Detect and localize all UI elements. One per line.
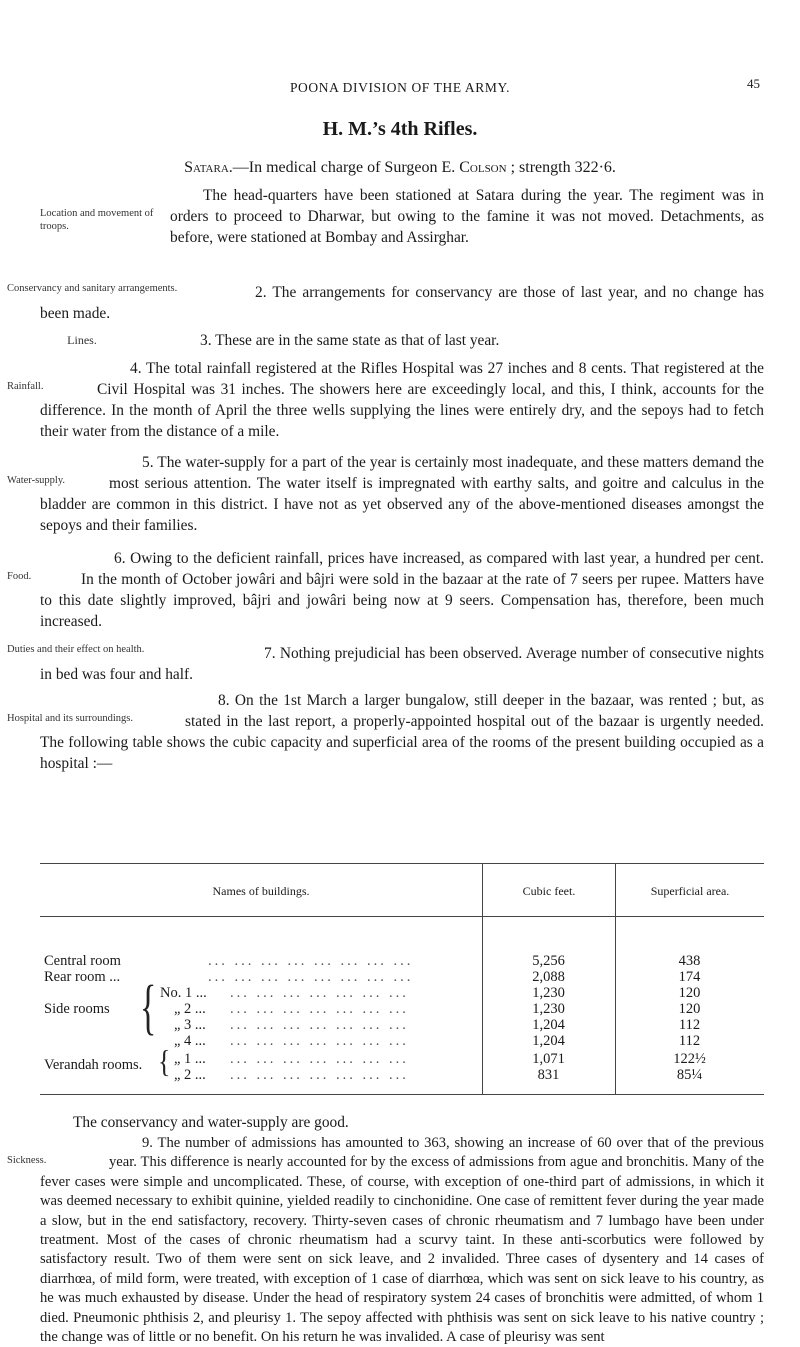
paragraph-5: [7, 452, 764, 536]
margin-note-4: Rainfall.: [7, 381, 44, 392]
table-row: [40, 1067, 764, 1083]
margin-note-2: Conservancy and sanitary arrangements.: [7, 283, 178, 294]
leader-dots: ... ... ... ... ... ... ...: [230, 1033, 409, 1049]
paragraph-text-1: The head-quarters have been stationed at Satara during the year. The regiment was in orders to proceed to Dharwar, but owing to the famine it was not moved. Detachments, as before, were stationed at Bombay and Assirghar.: [170, 187, 764, 246]
cubic-value: 1,204: [532, 1033, 565, 1049]
conservancy-note: [40, 1112, 764, 1133]
station-name: Satara: [184, 159, 229, 176]
table-row: [40, 1033, 764, 1049]
paragraph-text-2: 2. The arrangements for conservancy are those of last year, and no change has been made.: [40, 284, 764, 322]
page-number: 45: [747, 76, 760, 91]
room-name: No. 1 ...: [160, 985, 207, 1001]
paragraph-2: [7, 282, 764, 324]
paragraph-6: [7, 548, 764, 632]
room-name: „ 2 ...: [174, 1001, 206, 1017]
leader-dots: ... ... ... ... ... ... ...: [230, 985, 409, 1001]
area-value: 438: [678, 953, 701, 969]
paragraph-text-6: 6. Owing to the deficient rainfall, prices have increased, as compared with last year, a hundred per cent. In the month of October jowâri and bâjri were sold in the bazaar at the rate of 7 seers per rupee. Matters have to this date slightly improved, bâjri and jowâri being now at 9 seers. Compensation has, therefore, been much increased.: [40, 550, 764, 630]
section-subhead: [40, 159, 760, 177]
room-name: „ 4 ...: [174, 1033, 206, 1049]
room-name: „ 1 ...: [174, 1051, 206, 1067]
paragraph-7: [7, 643, 764, 685]
margin-note-1: Location and movement of troops.: [40, 208, 154, 232]
area-value: 122½: [673, 1051, 706, 1067]
subhead-text: .—In medical charge of Surgeon E.: [228, 159, 460, 176]
table-row: [40, 985, 764, 1001]
verandah-rooms-label: Verandah rooms.: [44, 1057, 143, 1073]
paragraph-9: [7, 1134, 764, 1347]
table-header: [40, 863, 764, 917]
side-rooms-brace: {: [140, 975, 157, 1042]
room-name: Rear room ...: [44, 969, 121, 985]
area-value: 120: [678, 985, 701, 1001]
leader-dots: ... ... ... ... ... ... ... ...: [208, 969, 414, 985]
cubic-value: 1,204: [532, 1017, 565, 1033]
paragraph-text-5: 5. The water-supply for a part of the year is certainly most inadequate, and these matters demand the most serious attention. The water itself is impregnated with earthy salts, and goitre and calculus in the bladder are common in this district. I have not as yet observed any of the above-mentioned diseases amongst the sepoys and their families.: [40, 454, 764, 534]
header-cubic: Cubic feet.: [482, 864, 615, 918]
margin-note-8: Hospital and its surroundings.: [7, 713, 133, 724]
cubic-value: 1,230: [532, 1001, 565, 1017]
header-names: Names of buildings.: [212, 883, 310, 898]
header-area: Superficial area.: [615, 864, 764, 918]
table-row: [40, 953, 764, 969]
margin-note-3: Lines.: [67, 333, 97, 347]
paragraph-text-7: 7. Nothing prejudicial has been observed. Average number of consecutive nights in bed was four and half.: [40, 645, 764, 683]
cubic-value: 2,088: [532, 969, 565, 985]
paragraph-text-4: 4. The total rainfall registered at the Rifles Hospital was 27 inches and 8 cents. That registered at the Civil Hospital was 31 inches. The showers here are exceedingly local, and this, I think, accounts for the difference. In the month of April the three wells supplying the lines were entirely dry, and the sepoys had to fetch their water from the distance of a mile.: [40, 360, 764, 440]
room-name: „ 2 ...: [174, 1067, 206, 1083]
cubic-value: 1,071: [532, 1051, 565, 1067]
section-title: H. M.’s 4th Rifles.: [322, 118, 478, 140]
running-head: POONA DIVISION OF THE ARMY.: [289, 80, 511, 95]
leader-dots: ... ... ... ... ... ... ... ...: [208, 953, 414, 969]
leader-dots: ... ... ... ... ... ... ...: [230, 1001, 409, 1017]
verandah-rooms-brace: {: [158, 1044, 171, 1080]
table-row: [40, 1001, 764, 1017]
leader-dots: ... ... ... ... ... ... ...: [230, 1067, 409, 1083]
cubic-value: 831: [537, 1067, 560, 1083]
area-value: 112: [678, 1017, 701, 1033]
table-row: [40, 1017, 764, 1033]
area-value: 120: [678, 1001, 701, 1017]
leader-dots: ... ... ... ... ... ... ...: [230, 1017, 409, 1033]
margin-note-5: Water-supply.: [7, 475, 66, 486]
paragraph-text-8: 8. On the 1st March a larger bungalow, still deeper in the bazaar, was rented ; but, as stated in the last report, a properly-appointed hospital out of the bazaar is urgently needed. The following table shows the cubic capacity and superficial area of the rooms of the present building occupied as a hospital :—: [40, 692, 764, 772]
cubic-value: 1,230: [532, 985, 565, 1001]
area-value: 174: [678, 969, 701, 985]
room-dimensions-table: [40, 863, 764, 1095]
paragraph-4: [7, 358, 764, 442]
margin-note-6: Food.: [7, 571, 32, 582]
paragraph-text-9: 9. The number of admissions has amounted to 363, showing an increase of 60 over that of the previous year. This difference is nearly accounted for by the excess of admissions from ague and bronchitis. Many of the fever cases were simple and uncomplicated. These, of course, with exception of one-third part of admissions, in which it was deemed necessary to exhibit quinine, yielded readily to cinchonidine. One case of remittent fever during the year made a slow, but in the end satisfactory, recovery. Thirty-seven cases of chronic rheumatism and 7 lumbago have been under treatment. Most of the cases of chronic rheumatism had a scurvy taint. In these anti-scorbutics were followed by satisfactory result. Two of them were sent on sick leave, and 2 invalided. Three cases of dysentery and 14 cases of diarrhœa, of mild form, were treated, with exception of 1 case of diarrhœa, which was sent on sick leave to his country, as he was much exhausted by disease. Under the head of respiratory system 24 cases of bronchitis were admitted, of whom 1 died. Pneumonic phthisis 2, and pleurisy 1. The sepoy affected with phthisis was sent on sick leave to his native country ; the change was of little or no benefit. On his return he was invalided. A case of pleurisy was sent: [40, 1135, 764, 1346]
table-row: [40, 1051, 764, 1067]
area-value: 85¼: [676, 1067, 703, 1083]
paragraph-3: [40, 330, 764, 351]
leader-dots: ... ... ... ... ... ... ...: [230, 1051, 409, 1067]
strength-text: ; strength 322·6.: [506, 159, 616, 176]
paragraph-8: [7, 690, 764, 774]
cubic-value: 5,256: [532, 953, 565, 969]
room-name: Central room: [44, 953, 121, 969]
surgeon-name: Colson: [459, 159, 507, 176]
area-value: 112: [678, 1033, 701, 1049]
room-name: „ 3 ...: [174, 1017, 206, 1033]
paragraph-text-3: 3. These are in the same state as that of last year.: [200, 332, 500, 349]
side-rooms-label: Side rooms: [44, 1001, 110, 1017]
margin-note-7: Duties and their effect on health.: [7, 644, 145, 655]
conservancy-text: The conservancy and water-supply are good.: [73, 1114, 349, 1131]
margin-note-9: Sickness.: [7, 1155, 47, 1166]
table-body: [40, 917, 764, 1095]
paragraph-1: [40, 185, 764, 248]
